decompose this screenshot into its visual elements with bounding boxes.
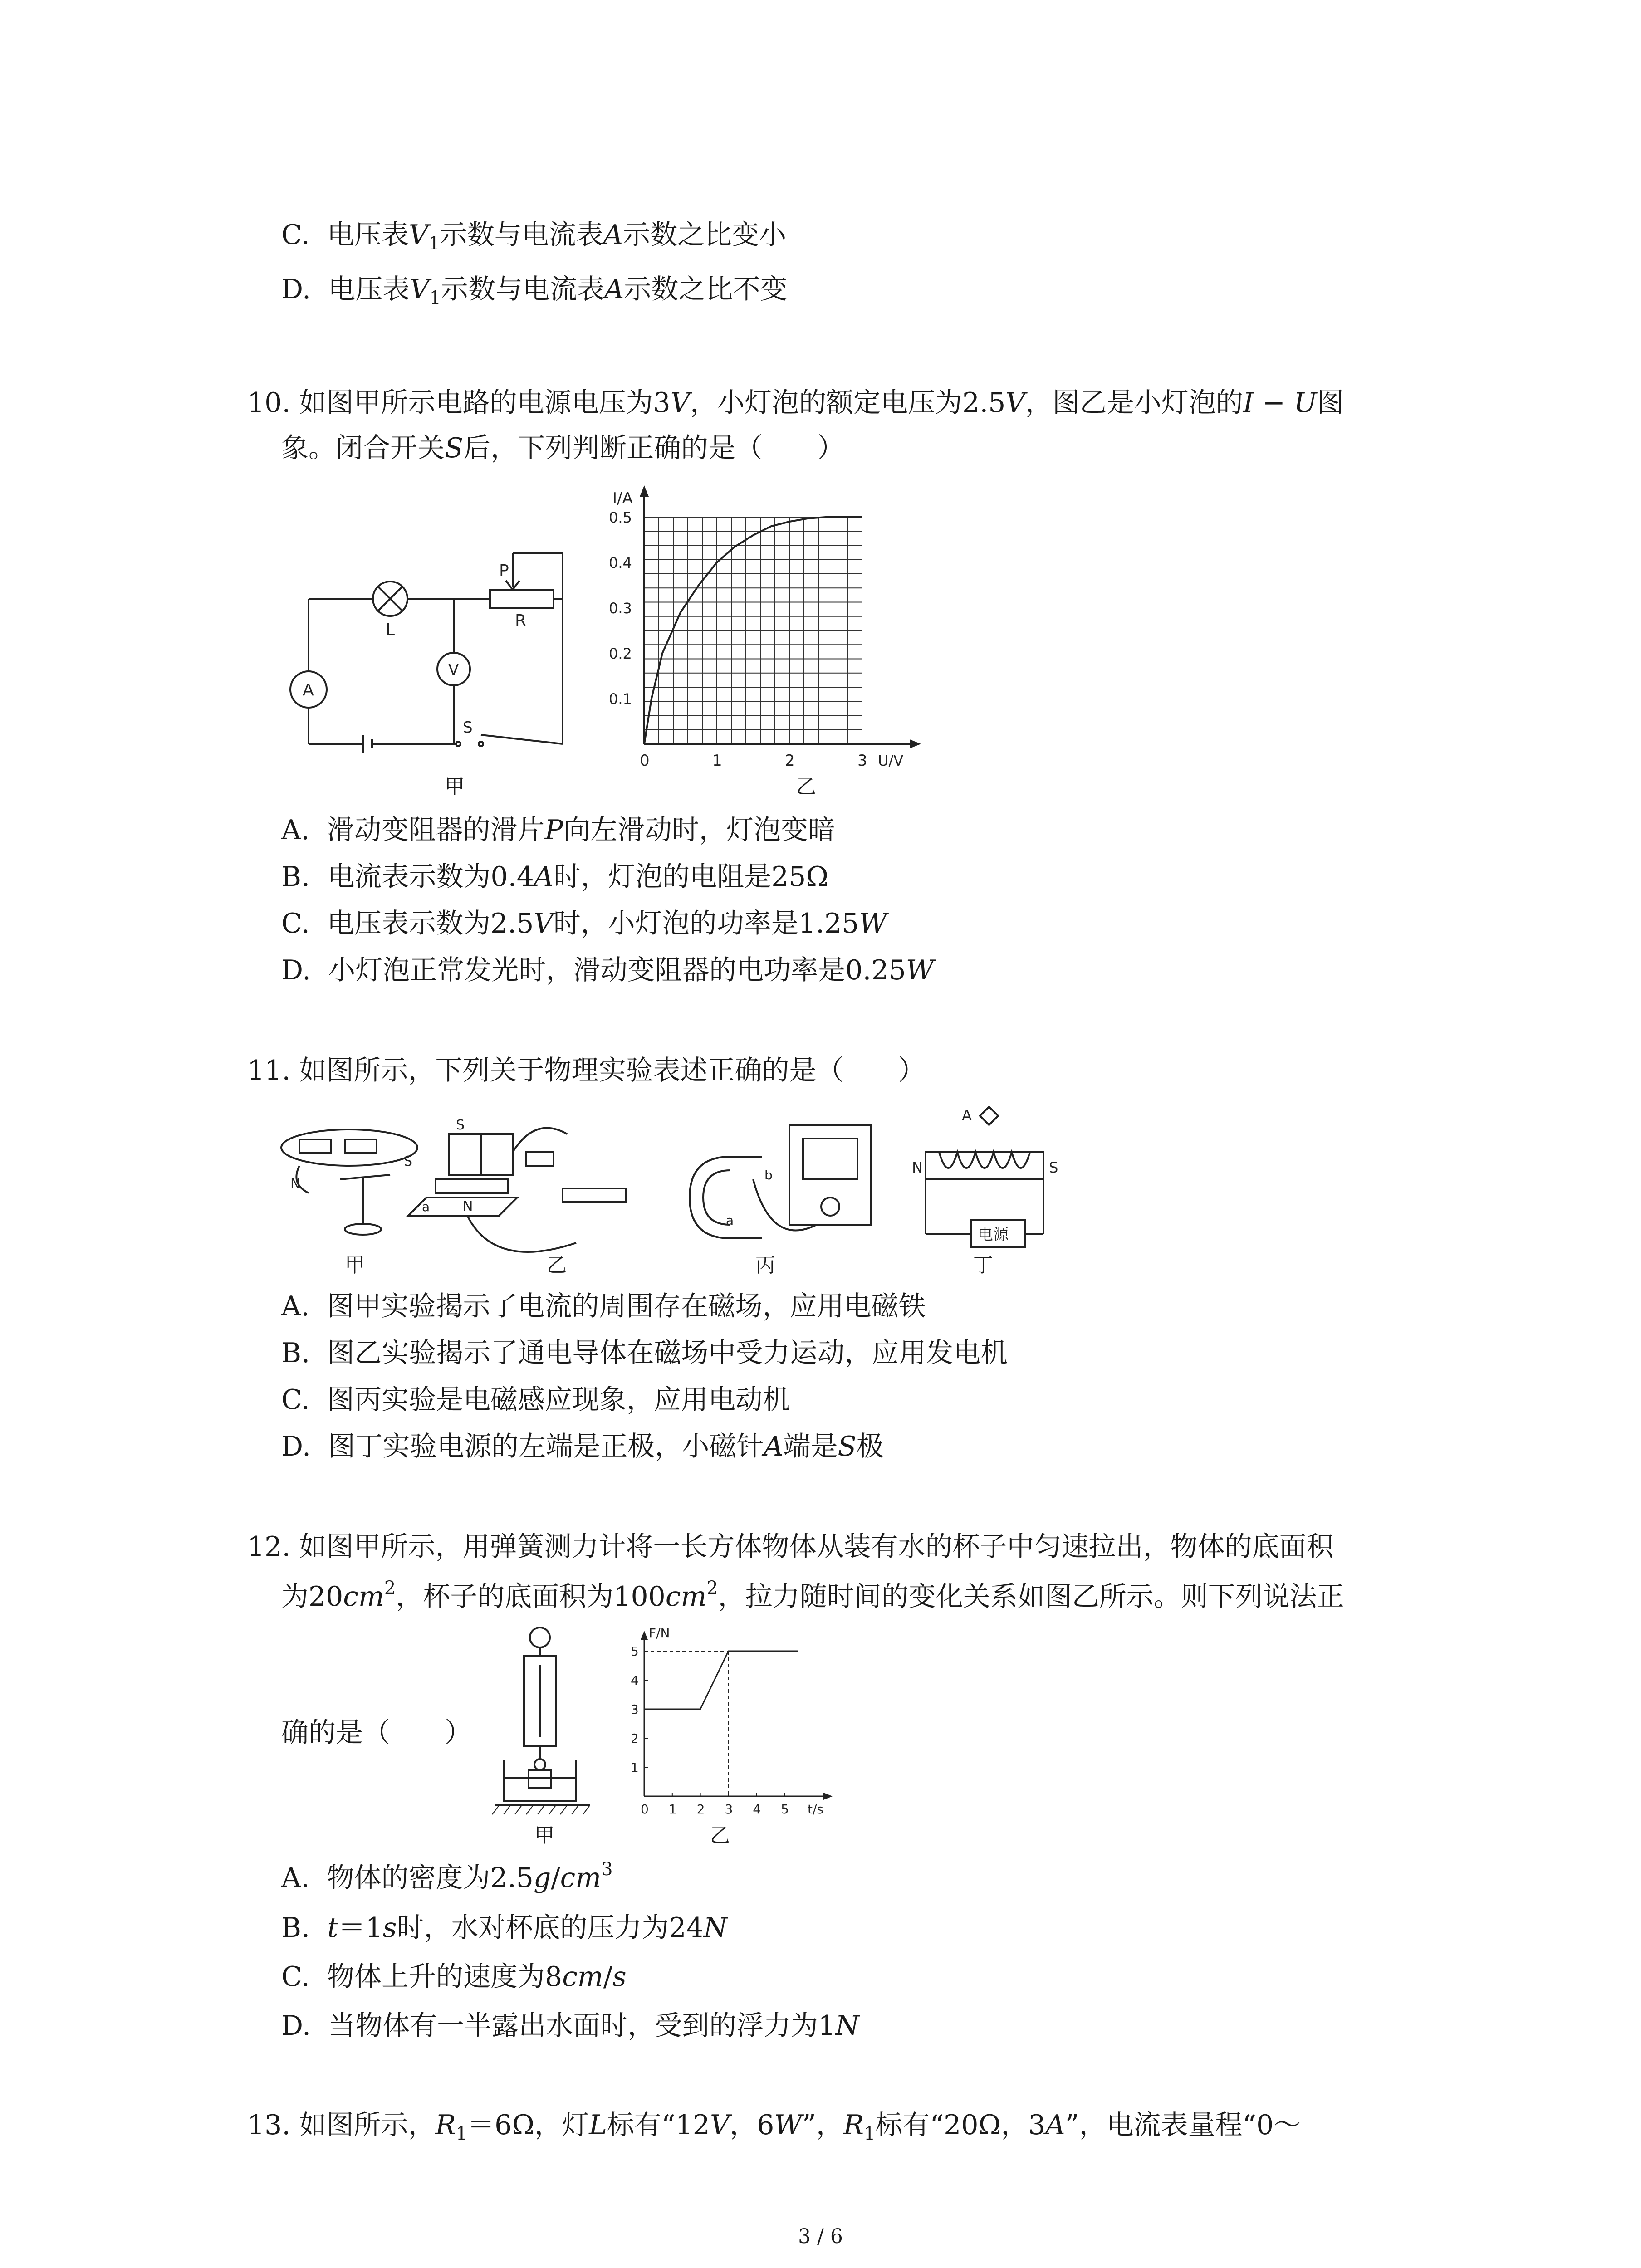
q12-option-c[interactable]: C. 物体上升的速度为8cm/s xyxy=(281,1961,627,1993)
x-axis-arrow xyxy=(910,739,921,748)
y-tick-label: 0.5 xyxy=(609,509,632,526)
y-axis-arrow xyxy=(640,485,649,497)
x-tick-label: 2 xyxy=(696,1802,705,1817)
page-number: 3 / 6 xyxy=(798,2225,843,2248)
x-axis-label: t/s xyxy=(808,1802,823,1817)
y-tick-label: 1 xyxy=(631,1760,639,1775)
y-tick-label: 4 xyxy=(631,1673,639,1688)
fig-ding-n-label: N xyxy=(912,1159,923,1176)
q12-option-b[interactable]: B. t＝1s时，水对杯底的压力为24N xyxy=(281,1912,728,1944)
y-axis-label: F/N xyxy=(649,1626,670,1641)
y-tick-label: 5 xyxy=(631,1644,639,1659)
q12-option-d[interactable]: D. 当物体有一半露出水面时，受到的浮力为1N xyxy=(281,2010,859,2042)
fig-jia-compass-apparatus xyxy=(281,1129,417,1235)
label-voltmeter: V xyxy=(448,661,459,679)
y-tick-label: 3 xyxy=(631,1702,639,1717)
question-number: 13. xyxy=(247,2109,291,2141)
q12-force-time-chart xyxy=(608,1624,862,1833)
q11-option-c[interactable]: C. 图丙实验是电磁感应现象，应用电动机 xyxy=(281,1384,790,1416)
q11-stem: 11. 如图所示，下列关于物理实验表述正确的是（ ） xyxy=(247,1055,926,1086)
x-tick-label: 0 xyxy=(641,1802,649,1817)
q11-option-d[interactable]: D. 图丁实验电源的左端是正极，小磁针A端是S极 xyxy=(281,1431,884,1462)
x-tick-label: 1 xyxy=(712,752,722,770)
q12-option-a[interactable]: A. 物体的密度为$2.5g/cm^3$ xyxy=(281,1859,613,1894)
fig-ding-a-label: A xyxy=(962,1107,972,1124)
fig-yi-a-label: a xyxy=(422,1199,430,1214)
fig-ding-s-label: S xyxy=(1049,1159,1058,1176)
fig-bing-a-label: a xyxy=(726,1213,734,1228)
x-tick-label: 3 xyxy=(725,1802,733,1817)
y-tick-label: 0.3 xyxy=(609,600,632,617)
q12-stem-line1: 12. 如图甲所示，用弹簧测力计将一长方体物体从装有水的杯子中匀速拉出，物体的底面积 xyxy=(247,1531,1334,1563)
q11-option-b[interactable]: B. 图乙实验揭示了通电导体在磁场中受力运动，应用发电机 xyxy=(281,1337,1008,1369)
fig-ding-power-label: 电源 xyxy=(978,1226,1009,1244)
y-tick-label: 2 xyxy=(631,1731,639,1746)
q11-caption-yi: 乙 xyxy=(547,1254,567,1277)
x-tick-label: 1 xyxy=(668,1802,677,1817)
y-axis-label: I/A xyxy=(612,489,633,508)
fig-yi-motor-apparatus xyxy=(408,1128,626,1252)
fig-bing-b-label: b xyxy=(764,1168,773,1183)
q11-caption-ding: 丁 xyxy=(973,1254,993,1277)
y-tick-label: 0.4 xyxy=(609,554,632,572)
q10-circuit-diagram xyxy=(281,535,590,771)
x-tick-label: 3 xyxy=(857,752,867,770)
fig-caption-yi: 乙 xyxy=(796,775,816,798)
q10-option-b[interactable]: B. 电流表示数为0.4A时，灯泡的电阻是25Ω xyxy=(281,861,829,893)
q12-spring-scale-figure xyxy=(490,1624,608,1823)
q10-option-d[interactable]: D. 小灯泡正常发光时，滑动变阻器的电功率是0.25W xyxy=(281,954,934,986)
q11-caption-bing: 丙 xyxy=(755,1254,775,1277)
y-tick-label: 0.1 xyxy=(609,690,632,708)
y-tick-label: 0.2 xyxy=(609,645,632,662)
x-tick-label: 0 xyxy=(640,752,650,770)
q11-option-a[interactable]: A. 图甲实验揭示了电流的周围存在磁场，应用电磁铁 xyxy=(281,1290,926,1322)
label-p: P xyxy=(499,562,509,580)
force-time-line xyxy=(644,1651,798,1709)
q10-stem-line2: 象。闭合开关S后，下列判断正确的是（ ） xyxy=(281,432,845,464)
label-l: L xyxy=(386,621,395,639)
q11-caption-jia: 甲 xyxy=(345,1254,365,1277)
fig-caption-jia: 甲 xyxy=(445,775,465,798)
question-number: 10. xyxy=(247,387,291,419)
x-axis-label: U/V xyxy=(878,752,904,769)
q9-option-d[interactable]: D. 电压表$V_1$示数与电流表A示数之比不变 xyxy=(281,274,788,308)
fig-bing-induction-apparatus xyxy=(690,1125,871,1238)
q10-option-a[interactable]: A. 滑动变阻器的滑片P向左滑动时，灯泡变暗 xyxy=(281,814,835,846)
fig-yi-n-label: N xyxy=(463,1199,473,1215)
q12-caption-yi: 乙 xyxy=(710,1824,730,1847)
q10-iu-chart xyxy=(585,476,985,776)
fig-jia-s-label: S xyxy=(404,1154,413,1169)
question-number: 11. xyxy=(247,1055,291,1086)
y-axis-arrow xyxy=(641,1631,648,1640)
label-r: R xyxy=(515,611,527,630)
label-switch: S xyxy=(463,719,473,737)
q10-stem-line1: 10. 如图甲所示电路的电源电压为3V，小灯泡的额定电压为2.5V，图乙是小灯泡的I − U图 xyxy=(247,387,1344,419)
x-tick-label: 2 xyxy=(785,752,795,770)
q12-caption-jia: 甲 xyxy=(534,1824,554,1847)
fig-jia-n-label: N xyxy=(290,1176,301,1192)
q9-option-c[interactable]: C. 电压表$V_1$示数与电流表A示数之比变小 xyxy=(281,219,787,254)
q13-stem: 13. 如图所示，$R_1=6\Omega$，灯L标有“12V，6W”，$R_1$标有“20Ω，3A”，电流表量程“0～ xyxy=(247,2109,1301,2144)
q11-figures xyxy=(272,1098,1180,1288)
q10-option-c[interactable]: C. 电压表示数为2.5V时，小灯泡的功率是1.25W xyxy=(281,908,887,939)
q12-stem-line3: 确的是（ ） xyxy=(281,1717,472,1749)
x-tick-label: 5 xyxy=(781,1802,789,1817)
x-axis-arrow xyxy=(823,1793,833,1800)
fig-yi-s-label: S xyxy=(456,1117,465,1133)
label-ammeter: A xyxy=(303,681,314,699)
x-tick-label: 4 xyxy=(753,1802,761,1817)
q12-stem-line2: 为$20cm^2$，杯子的底面积为$100cm^2$，拉力随时间的变化关系如图乙所示。则下列说法正 xyxy=(281,1578,1344,1613)
question-number: 12. xyxy=(247,1531,291,1563)
